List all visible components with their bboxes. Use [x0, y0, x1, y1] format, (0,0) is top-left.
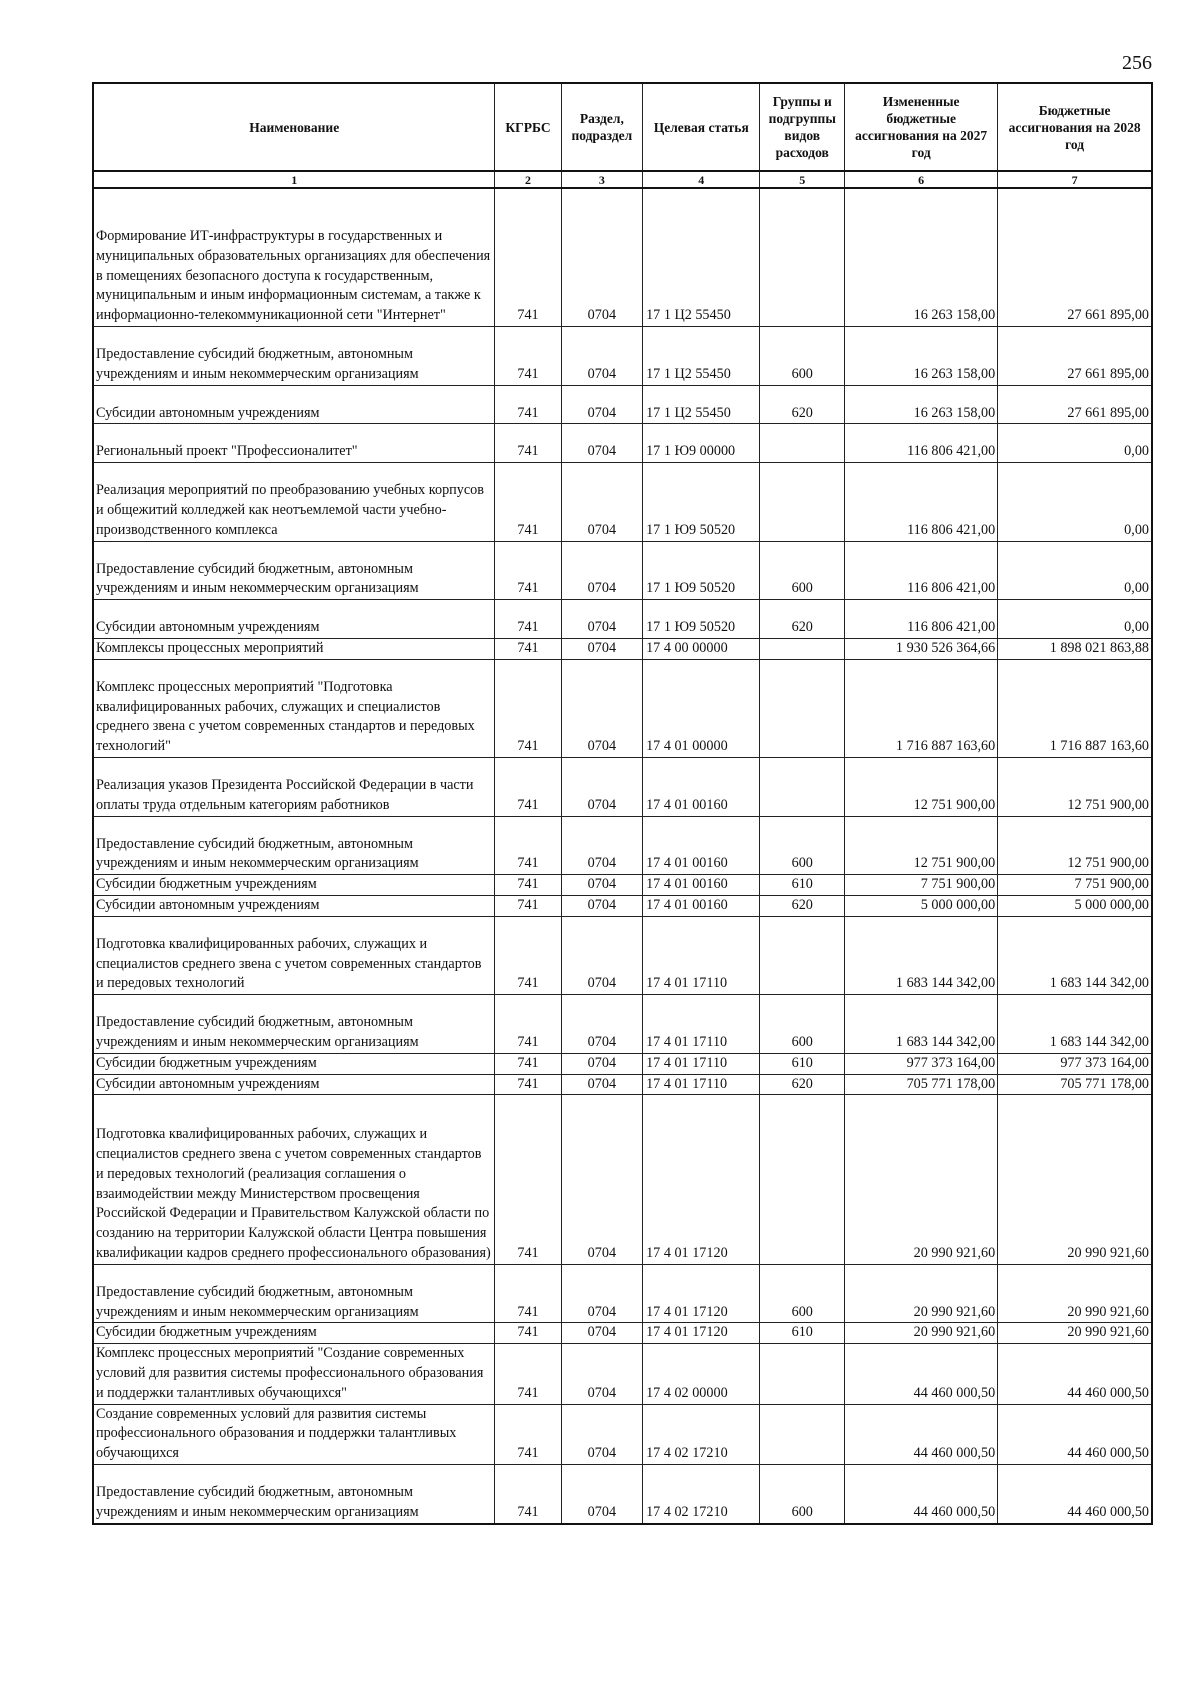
- row-target-article: 17 4 01 00000: [643, 659, 760, 757]
- column-number-row: [93, 171, 1152, 188]
- row-name: Субсидии бюджетным учреждениям: [93, 1323, 495, 1344]
- row-target-article: 17 4 01 00160: [643, 757, 760, 816]
- row-expense-group: 610: [760, 875, 845, 896]
- row-razdel: 0704: [561, 916, 642, 994]
- row-name: Субсидии автономным учреждениям: [93, 1074, 495, 1095]
- row-expense-group: [760, 757, 845, 816]
- row-name: Подготовка квалифицированных рабочих, служащих и специалистов среднего звена с учетом современных стандартов и передовых технологий (реализация соглашения о взаимодействии между Министерством просвещения Российской Федерации и Правительством Калужской области по созданию на территории Калужской области Центра повышения квалификации кадров среднего профессионального образования): [93, 1095, 495, 1265]
- row-name: Предоставление субсидий бюджетным, автономным учреждениям и иным некоммерческим организациям: [93, 1264, 495, 1323]
- row-sum-2027: 5 000 000,00: [845, 895, 998, 916]
- table-row: [93, 1053, 1152, 1074]
- row-sum-2028: 0,00: [998, 600, 1152, 639]
- row-expense-group: 600: [760, 326, 845, 385]
- row-target-article: 17 4 01 00160: [643, 816, 760, 875]
- row-sum-2027: 116 806 421,00: [845, 463, 998, 541]
- row-target-article: 17 4 01 17120: [643, 1095, 760, 1265]
- row-grbs: 741: [495, 1095, 561, 1265]
- row-name: Предоставление субсидий бюджетным, автономным учреждениям и иным некоммерческим организациям: [93, 995, 495, 1054]
- row-sum-2028: 27 661 895,00: [998, 188, 1152, 326]
- table-row: [93, 385, 1152, 424]
- row-razdel: 0704: [561, 600, 642, 639]
- row-expense-group: [760, 1404, 845, 1464]
- row-grbs: 741: [495, 916, 561, 994]
- row-grbs: 741: [495, 995, 561, 1054]
- row-target-article: 17 4 01 17110: [643, 916, 760, 994]
- row-target-article: 17 4 01 17110: [643, 1053, 760, 1074]
- row-razdel: 0704: [561, 638, 642, 659]
- row-razdel: 0704: [561, 541, 642, 600]
- row-sum-2028: 1 683 144 342,00: [998, 916, 1152, 994]
- row-grbs: 741: [495, 463, 561, 541]
- row-expense-group: [760, 638, 845, 659]
- row-name: Предоставление субсидий бюджетным, автономным учреждениям и иным некоммерческим организациям: [93, 1465, 495, 1524]
- column-number: 1: [93, 171, 495, 188]
- column-number: 7: [998, 171, 1152, 188]
- row-razdel: 0704: [561, 1465, 642, 1524]
- row-expense-group: 600: [760, 1465, 845, 1524]
- row-grbs: 741: [495, 638, 561, 659]
- row-sum-2027: 1 683 144 342,00: [845, 916, 998, 994]
- row-expense-group: [760, 659, 845, 757]
- row-sum-2027: 1 683 144 342,00: [845, 995, 998, 1054]
- table-row: [93, 638, 1152, 659]
- row-expense-group: 600: [760, 995, 845, 1054]
- row-sum-2027: 20 990 921,60: [845, 1323, 998, 1344]
- row-name: Создание современных условий для развития системы профессионального образования и поддержки талантливых обучающихся: [93, 1404, 495, 1464]
- table-row: [93, 188, 1152, 326]
- table-row: [93, 1465, 1152, 1524]
- row-grbs: 741: [495, 1264, 561, 1323]
- table-row: [93, 463, 1152, 541]
- row-razdel: 0704: [561, 659, 642, 757]
- row-grbs: 741: [495, 541, 561, 600]
- row-target-article: 17 4 01 17120: [643, 1264, 760, 1323]
- row-razdel: 0704: [561, 1323, 642, 1344]
- row-sum-2028: 20 990 921,60: [998, 1264, 1152, 1323]
- row-sum-2028: 20 990 921,60: [998, 1095, 1152, 1265]
- row-expense-group: 610: [760, 1053, 845, 1074]
- table-row: [93, 659, 1152, 757]
- row-sum-2028: 1 898 021 863,88: [998, 638, 1152, 659]
- row-name: Предоставление субсидий бюджетным, автономным учреждениям и иным некоммерческим организациям: [93, 816, 495, 875]
- row-target-article: 17 1 Ц2 55450: [643, 385, 760, 424]
- row-target-article: 17 4 01 00160: [643, 895, 760, 916]
- row-sum-2028: 705 771 178,00: [998, 1074, 1152, 1095]
- table-row: [93, 1344, 1152, 1404]
- table-row: [93, 895, 1152, 916]
- table-body: [93, 188, 1152, 1524]
- row-target-article: 17 1 Ц2 55450: [643, 326, 760, 385]
- row-expense-group: [760, 916, 845, 994]
- row-razdel: 0704: [561, 385, 642, 424]
- row-sum-2028: 12 751 900,00: [998, 757, 1152, 816]
- row-sum-2028: 1 683 144 342,00: [998, 995, 1152, 1054]
- table-row: [93, 1264, 1152, 1323]
- table-row: [93, 916, 1152, 994]
- row-target-article: 17 1 Ю9 50520: [643, 600, 760, 639]
- page-number: 256: [1122, 52, 1152, 74]
- row-target-article: 17 1 Ю9 50520: [643, 463, 760, 541]
- row-expense-group: 620: [760, 1074, 845, 1095]
- row-grbs: 741: [495, 188, 561, 326]
- header-razdel: Раздел, подраздел: [561, 83, 642, 171]
- row-target-article: 17 4 01 00160: [643, 875, 760, 896]
- row-target-article: 17 1 Ц2 55450: [643, 188, 760, 326]
- row-sum-2027: 44 460 000,50: [845, 1404, 998, 1464]
- row-sum-2027: 12 751 900,00: [845, 816, 998, 875]
- row-grbs: 741: [495, 326, 561, 385]
- row-sum-2028: 7 751 900,00: [998, 875, 1152, 896]
- row-razdel: 0704: [561, 326, 642, 385]
- row-sum-2028: 12 751 900,00: [998, 816, 1152, 875]
- row-grbs: 741: [495, 895, 561, 916]
- row-razdel: 0704: [561, 816, 642, 875]
- row-expense-group: [760, 1095, 845, 1265]
- row-expense-group: 600: [760, 1264, 845, 1323]
- row-sum-2027: 116 806 421,00: [845, 600, 998, 639]
- header-group: Группы и подгруппы видов расходов: [760, 83, 845, 171]
- row-sum-2027: 1 930 526 364,66: [845, 638, 998, 659]
- row-sum-2028: 1 716 887 163,60: [998, 659, 1152, 757]
- row-razdel: 0704: [561, 1404, 642, 1464]
- row-name: Комплекс процессных мероприятий "Подготовка квалифицированных рабочих, служащих и специалистов среднего звена с учетом современных стандартов и передовых технологий": [93, 659, 495, 757]
- row-grbs: 741: [495, 385, 561, 424]
- row-sum-2028: 0,00: [998, 541, 1152, 600]
- row-grbs: 741: [495, 1074, 561, 1095]
- row-sum-2028: 5 000 000,00: [998, 895, 1152, 916]
- row-expense-group: [760, 188, 845, 326]
- row-target-article: 17 4 02 17210: [643, 1404, 760, 1464]
- column-number: 6: [845, 171, 998, 188]
- row-razdel: 0704: [561, 875, 642, 896]
- row-target-article: 17 4 02 17210: [643, 1465, 760, 1524]
- table-row: [93, 1095, 1152, 1265]
- row-target-article: 17 4 00 00000: [643, 638, 760, 659]
- row-grbs: 741: [495, 424, 561, 463]
- table-row: [93, 541, 1152, 600]
- header-sum-2027: Измененные бюджетные ассигнования на 2027 год: [845, 83, 998, 171]
- row-grbs: 741: [495, 1404, 561, 1464]
- row-sum-2028: 27 661 895,00: [998, 385, 1152, 424]
- row-expense-group: 620: [760, 385, 845, 424]
- row-sum-2028: 44 460 000,50: [998, 1465, 1152, 1524]
- header-name: Наименование: [93, 83, 495, 171]
- row-target-article: 17 4 01 17110: [643, 1074, 760, 1095]
- column-number: 3: [561, 171, 642, 188]
- row-name: Подготовка квалифицированных рабочих, служащих и специалистов среднего звена с учетом современных стандартов и передовых технологий: [93, 916, 495, 994]
- row-expense-group: [760, 424, 845, 463]
- row-sum-2027: 20 990 921,60: [845, 1095, 998, 1265]
- row-sum-2027: 20 990 921,60: [845, 1264, 998, 1323]
- row-sum-2028: 44 460 000,50: [998, 1344, 1152, 1404]
- table-row: [93, 1404, 1152, 1464]
- row-grbs: 741: [495, 659, 561, 757]
- row-name: Комплекс процессных мероприятий "Создание современных условий для развития системы профессионального образования и поддержки талантливых обучающихся": [93, 1344, 495, 1404]
- row-name: Формирование ИТ-инфраструктуры в государственных и муниципальных образовательных организациях для обеспечения в помещениях безопасного доступа к государственным, муниципальным и иным информационным системам, а также к информационно-телекоммуникационной сети "Интернет": [93, 188, 495, 326]
- row-sum-2027: 977 373 164,00: [845, 1053, 998, 1074]
- row-sum-2028: 977 373 164,00: [998, 1053, 1152, 1074]
- row-sum-2027: 116 806 421,00: [845, 541, 998, 600]
- row-expense-group: 620: [760, 895, 845, 916]
- row-name: Предоставление субсидий бюджетным, автономным учреждениям и иным некоммерческим организациям: [93, 326, 495, 385]
- row-name: Реализация мероприятий по преобразованию учебных корпусов и общежитий колледжей как неотъемлемой части учебно-производственного комплекса: [93, 463, 495, 541]
- row-name: Субсидии бюджетным учреждениям: [93, 1053, 495, 1074]
- row-expense-group: [760, 463, 845, 541]
- row-sum-2028: 44 460 000,50: [998, 1404, 1152, 1464]
- row-expense-group: 610: [760, 1323, 845, 1344]
- row-grbs: 741: [495, 1465, 561, 1524]
- row-target-article: 17 4 02 00000: [643, 1344, 760, 1404]
- row-sum-2027: 705 771 178,00: [845, 1074, 998, 1095]
- row-razdel: 0704: [561, 424, 642, 463]
- row-razdel: 0704: [561, 1264, 642, 1323]
- row-sum-2028: 0,00: [998, 463, 1152, 541]
- column-number: 2: [495, 171, 561, 188]
- row-razdel: 0704: [561, 1053, 642, 1074]
- row-sum-2027: 44 460 000,50: [845, 1465, 998, 1524]
- row-razdel: 0704: [561, 463, 642, 541]
- table-row: [93, 326, 1152, 385]
- row-razdel: 0704: [561, 757, 642, 816]
- row-name: Комплексы процессных мероприятий: [93, 638, 495, 659]
- row-sum-2027: 16 263 158,00: [845, 188, 998, 326]
- row-name: Субсидии бюджетным учреждениям: [93, 875, 495, 896]
- row-expense-group: 620: [760, 600, 845, 639]
- table-row: [93, 1074, 1152, 1095]
- row-razdel: 0704: [561, 1074, 642, 1095]
- table-header-row: [93, 83, 1152, 171]
- table-row: [93, 424, 1152, 463]
- row-grbs: 741: [495, 816, 561, 875]
- row-name: Региональный проект "Профессионалитет": [93, 424, 495, 463]
- row-sum-2027: 1 716 887 163,60: [845, 659, 998, 757]
- row-name: Предоставление субсидий бюджетным, автономным учреждениям и иным некоммерческим организациям: [93, 541, 495, 600]
- row-razdel: 0704: [561, 1095, 642, 1265]
- row-target-article: 17 4 01 17110: [643, 995, 760, 1054]
- row-sum-2028: 27 661 895,00: [998, 326, 1152, 385]
- row-razdel: 0704: [561, 1344, 642, 1404]
- row-name: Субсидии автономным учреждениям: [93, 600, 495, 639]
- row-name: Реализация указов Президента Российской Федерации в части оплаты труда отдельным категориям работников: [93, 757, 495, 816]
- row-grbs: 741: [495, 1053, 561, 1074]
- row-name: Субсидии автономным учреждениям: [93, 385, 495, 424]
- row-razdel: 0704: [561, 895, 642, 916]
- row-grbs: 741: [495, 1344, 561, 1404]
- row-grbs: 741: [495, 757, 561, 816]
- row-sum-2027: 116 806 421,00: [845, 424, 998, 463]
- row-razdel: 0704: [561, 995, 642, 1054]
- row-sum-2027: 12 751 900,00: [845, 757, 998, 816]
- table-row: [93, 816, 1152, 875]
- row-expense-group: 600: [760, 541, 845, 600]
- row-sum-2027: 7 751 900,00: [845, 875, 998, 896]
- row-sum-2028: 20 990 921,60: [998, 1323, 1152, 1344]
- row-grbs: 741: [495, 875, 561, 896]
- table-row: [93, 995, 1152, 1054]
- row-grbs: 741: [495, 600, 561, 639]
- row-sum-2027: 16 263 158,00: [845, 326, 998, 385]
- column-number: 5: [760, 171, 845, 188]
- row-expense-group: [760, 1344, 845, 1404]
- header-statya: Целевая статья: [643, 83, 760, 171]
- row-target-article: 17 1 Ю9 50520: [643, 541, 760, 600]
- table-row: [93, 600, 1152, 639]
- row-sum-2027: 16 263 158,00: [845, 385, 998, 424]
- row-target-article: 17 4 01 17120: [643, 1323, 760, 1344]
- row-target-article: 17 1 Ю9 00000: [643, 424, 760, 463]
- table-row: [93, 757, 1152, 816]
- header-grbs: КГРБС: [495, 83, 561, 171]
- row-sum-2028: 0,00: [998, 424, 1152, 463]
- table-row: [93, 875, 1152, 896]
- row-expense-group: 600: [760, 816, 845, 875]
- header-sum-2028: Бюджетные ассигнования на 2028 год: [998, 83, 1152, 171]
- column-number: 4: [643, 171, 760, 188]
- row-sum-2027: 44 460 000,50: [845, 1344, 998, 1404]
- row-grbs: 741: [495, 1323, 561, 1344]
- table-row: [93, 1323, 1152, 1344]
- budget-table: [92, 82, 1153, 1525]
- row-razdel: 0704: [561, 188, 642, 326]
- row-name: Субсидии автономным учреждениям: [93, 895, 495, 916]
